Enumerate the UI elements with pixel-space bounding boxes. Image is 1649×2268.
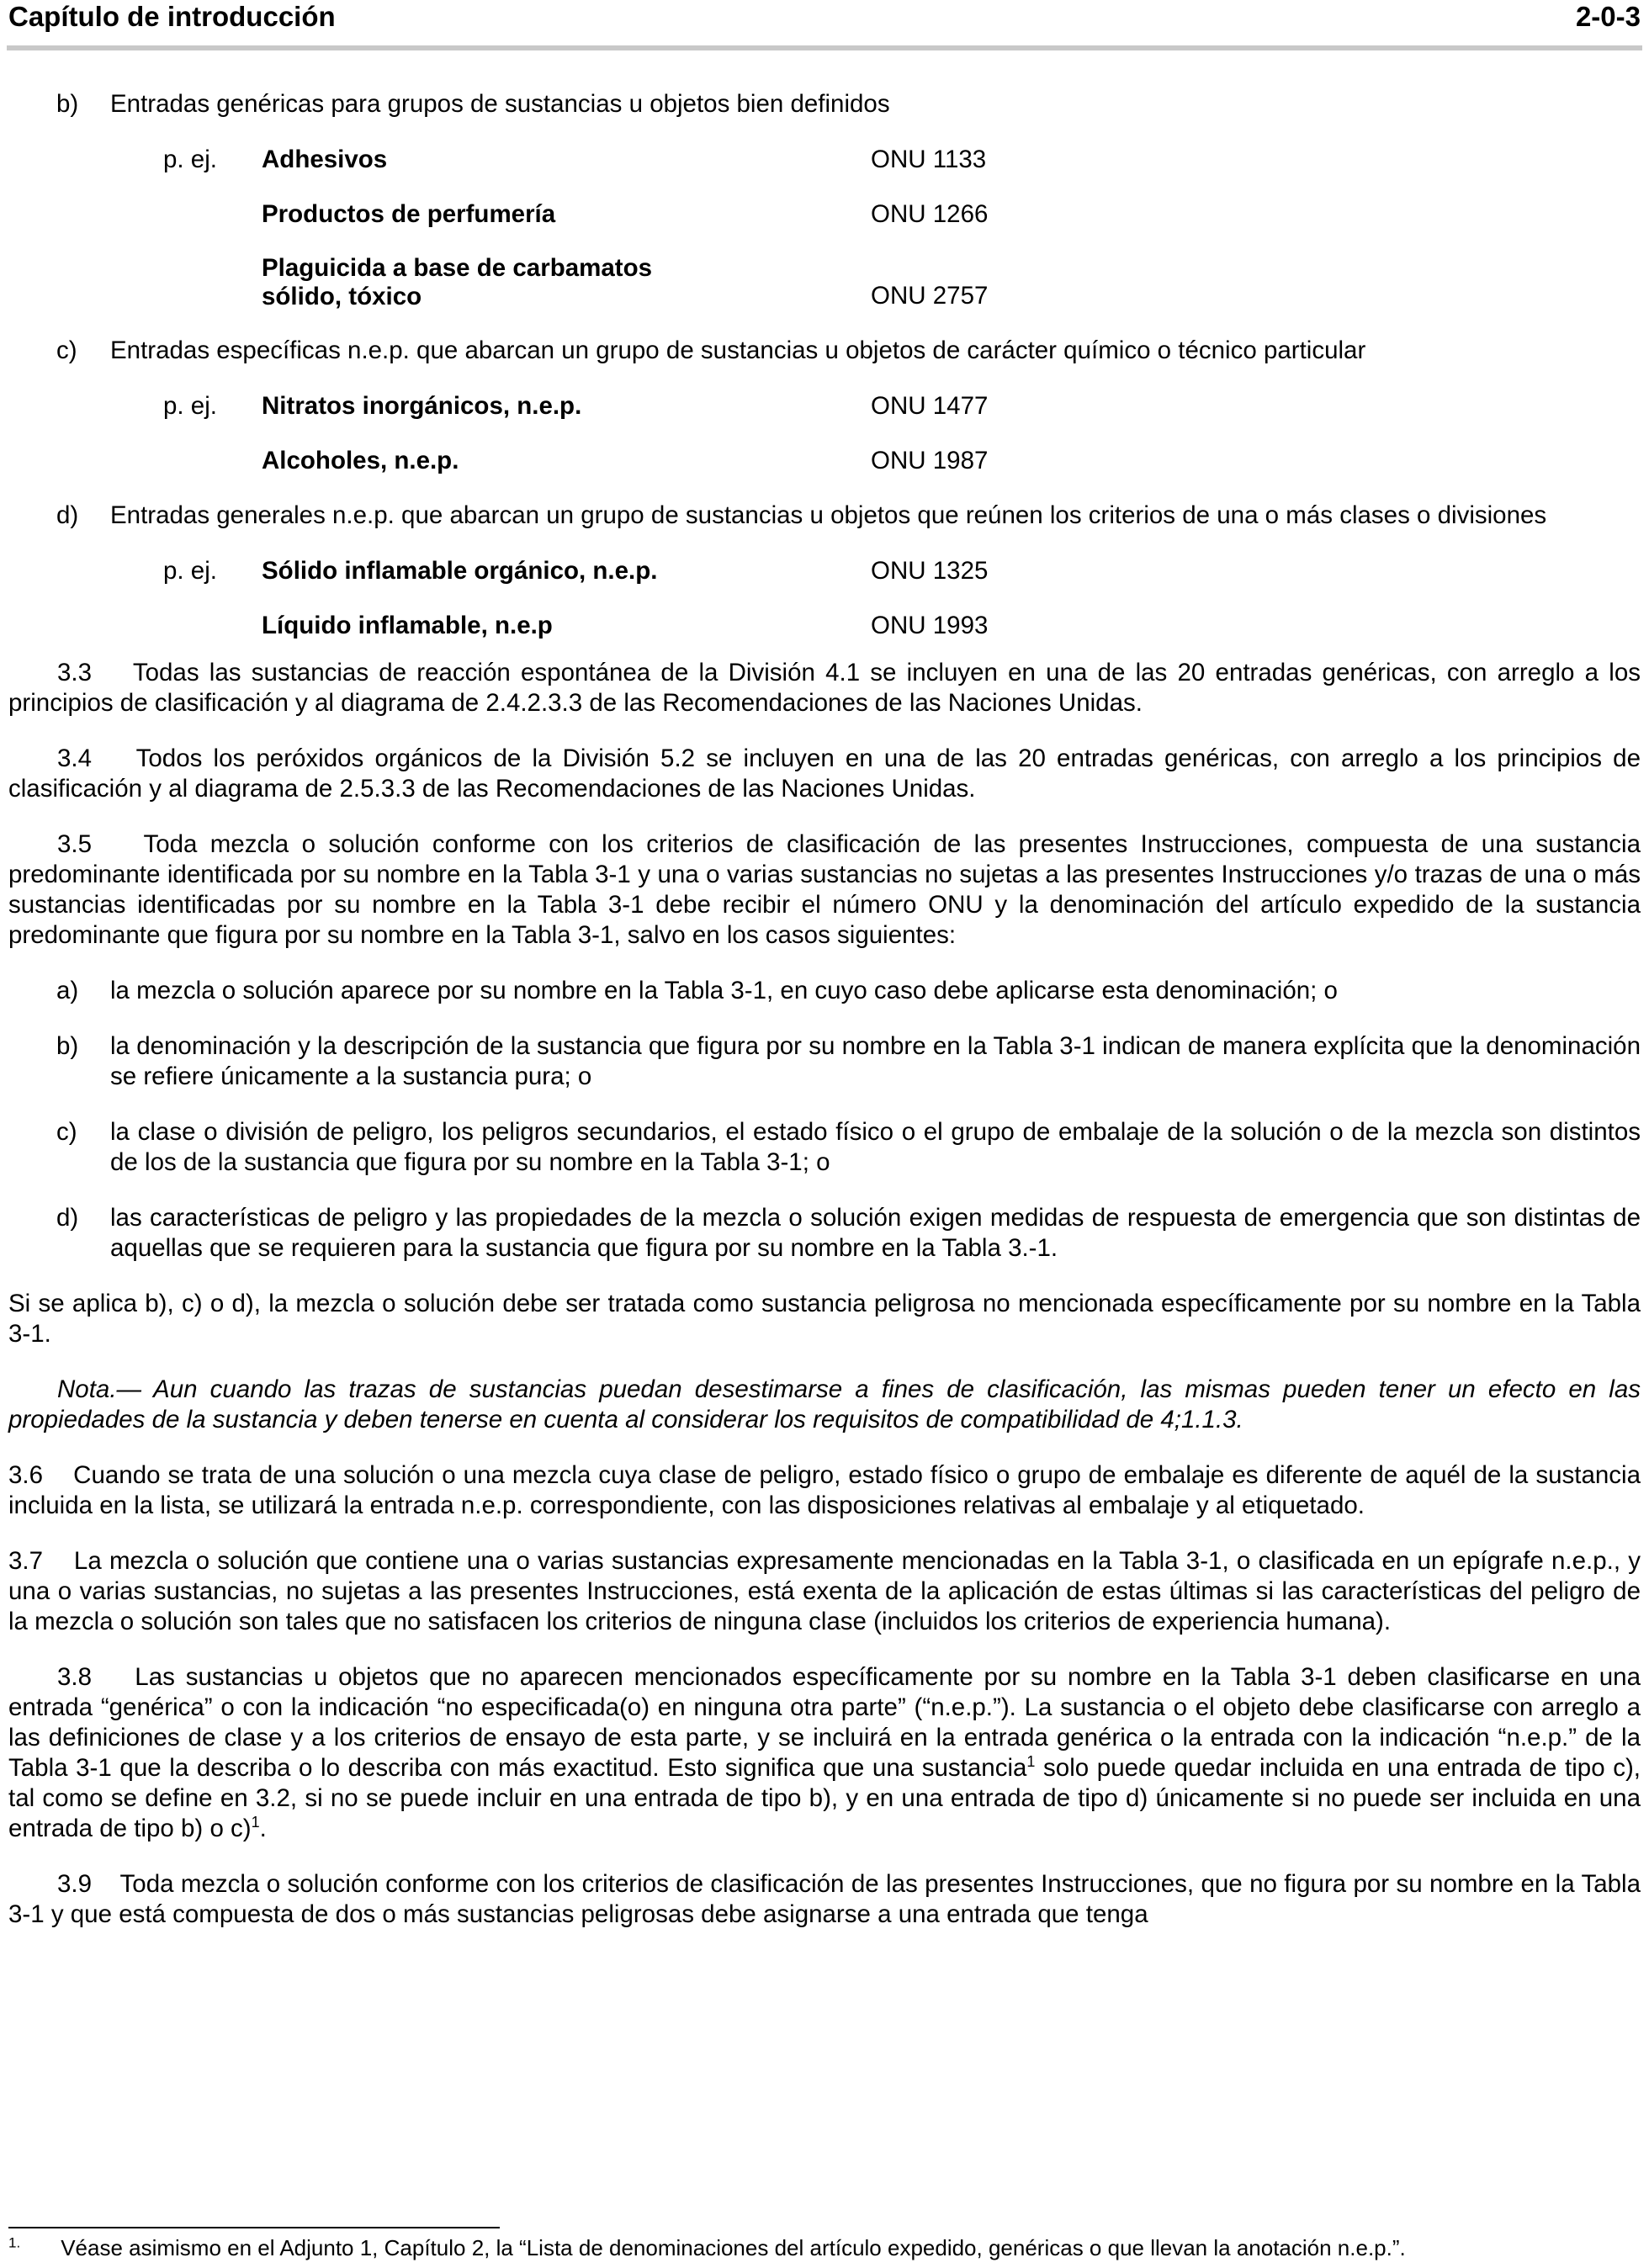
example-name: Líquido inflamable, n.e.p <box>262 612 553 639</box>
list-item-a <box>8 976 1641 1006</box>
page-number: 2-0-3 <box>1575 1 1641 32</box>
footnote-ref: 1 <box>1026 1753 1036 1771</box>
list-text: Entradas generales n.e.p. que abarcan un grupo de sustancias u objetos que reúnen los criterios de una o más clases o divisiones <box>110 501 1547 529</box>
example-prefix: p. ej. <box>163 557 217 585</box>
example-name: Productos de perfumería <box>262 200 556 228</box>
un-number: ONU 1993 <box>871 612 989 639</box>
list-label: c) <box>56 1118 77 1146</box>
example-row <box>8 145 1641 175</box>
header-rule <box>7 45 1642 50</box>
list-label: d) <box>56 1204 79 1232</box>
paragraph-3-6: 3.6 Cuando se trata de una solución o una mezcla cuya clase de peligro, estado físico o grupo de embalaje es diferente de aquél de la sustancia incluida en la lista, se utilizará la entrada n.e.p. correspondiente, con las disposiciones relativas al embalaje y al etiquetado. <box>8 1461 1641 1519</box>
footnote-mark: 1. <box>8 2234 21 2251</box>
list-item-d <box>8 1203 1641 1264</box>
list-label: c) <box>56 336 77 364</box>
example-row <box>8 391 1641 421</box>
example-name: Alcoholes, n.e.p. <box>262 447 459 474</box>
note-paragraph: Nota.— Aun cuando las trazas de sustancias puedan desestimarse a fines de clasificación, las mismas pueden tener un efecto en las propiedades de la sustancia y deben tenerse en cuenta al considerar los requisitos de compatibilidad de 4;1.1.3. <box>8 1375 1641 1433</box>
un-number: ONU 1266 <box>871 200 989 228</box>
paragraph-3-9: 3.9 Toda mezcla o solución conforme con los criterios de clasificación de las presentes Instrucciones, que no figura por su nombre en la Tabla 3-1 y que está compuesta de dos o más sustancias peligrosas debe asignarse a una entrada que tenga <box>8 1870 1641 1928</box>
footnote-rule <box>8 2227 500 2228</box>
example-name: Sólido inflamable orgánico, n.e.p. <box>262 557 658 585</box>
list-item-b <box>8 1031 1641 1092</box>
example-row <box>8 199 1641 230</box>
paragraph-3-4: 3.4 Todos los peróxidos orgánicos de la División 5.2 se incluyen en una de las 20 entradas genéricas, con arreglo a los principios de clasificación y al diagrama de 2.5.3.3 de las Recomendaciones de las Naciones Unidas. <box>8 745 1641 803</box>
page-header <box>8 0 1641 37</box>
example-prefix: p. ej. <box>163 392 217 420</box>
example-name-line2: sólido, tóxico <box>262 283 422 310</box>
list-text: la mezcla o solución aparece por su nombre en la Tabla 3-1, en cuyo caso debe aplicarse esta denominación; o <box>110 977 1338 1004</box>
list-text: Entradas genéricas para grupos de sustancias u objetos bien definidos <box>110 90 890 118</box>
example-row <box>8 556 1641 586</box>
paragraph-si: Si se aplica b), c) o d), la mezcla o solución debe ser tratada como sustancia peligrosa no mencionada específicamente por su nombre en la Tabla 3-1. <box>8 1290 1641 1348</box>
un-number: ONU 2757 <box>871 282 989 310</box>
list-text: Entradas específicas n.e.p. que abarcan un grupo de sustancias u objetos de carácter químico o técnico particular <box>110 336 1366 364</box>
example-prefix: p. ej. <box>163 146 217 173</box>
example-name <box>262 254 871 311</box>
chapter-title: Capítulo de introducción <box>8 1 336 32</box>
example-name: Nitratos inorgánicos, n.e.p. <box>262 392 582 420</box>
un-number: ONU 1325 <box>871 557 989 585</box>
un-number: ONU 1133 <box>871 146 987 173</box>
un-number: ONU 1477 <box>871 392 989 420</box>
paragraph-3-7: 3.7 La mezcla o solución que contiene una o varias sustancias expresamente mencionadas en la Tabla 3-1, o clasificada en un epígrafe n.e.p., y una o varias sustancias, no sujetas a las presentes Instrucciones, está exenta de la aplicación de estas últimas si las características del peligro de la mezcla o solución son tales que no satisfacen los criterios de ninguna clase (incluidos los criterios de experiencia humana). <box>8 1547 1641 1635</box>
list-item-c <box>8 336 1641 366</box>
list-text: la denominación y la descripción de la sustancia que figura por su nombre en la Tabla 3-1 indican de manera explícita que la denominación se refiere únicamente a la sustancia pura; o <box>110 1032 1641 1090</box>
list-label: b) <box>56 90 79 118</box>
list-label: d) <box>56 501 79 529</box>
paragraph-3-3: 3.3 Todas las sustancias de reacción espontánea de la División 4.1 se incluyen en una de las 20 entradas genéricas, con arreglo a los principios de clasificación y al diagrama de 2.4.2.3.3 de las Recomendaciones de las Naciones Unidas. <box>8 659 1641 717</box>
paragraph-text: 3.8 Las sustancias u objetos que no aparecen mencionados específicamente por su nombre en la Tabla 3-1 deben clasificarse en una entrada “genérica” o con la indicación “no especificada(o) en ninguna otra parte” (“n.e.p.”). La sustancia o el objeto debe clasificarse con arreglo a las definiciones de clase y a los criterios de ensayo de esta parte, y se incluirá en la entrada genérica o la entrada con la indicación “n.e.p.” de la Tabla 3-1 que la describa o lo describa con más exactitud. Esto significa que una sustancia <box>8 1663 1641 1782</box>
list-label: b) <box>56 1032 79 1060</box>
footnote <box>8 2234 1641 2261</box>
example-name-line1: Plaguicida a base de carbamatos <box>262 254 653 282</box>
footnote-text: Véase asimismo en el Adjunto 1, Capítulo 2, la “Lista de denominaciones del artículo expedido, genéricas o que llevan la anotación n.e.p.”. <box>61 2235 1406 2260</box>
list-text: las características de peligro y las propiedades de la mezcla o solución exigen medidas de respuesta de emergencia que son distintas de aquellas que se requieren para la sustancia que figura por su nombre en la Tabla 3.-1. <box>110 1204 1641 1262</box>
list-text: la clase o división de peligro, los peligros secundarios, el estado físico o el grupo de embalaje de la solución o de la mezcla son distintos de los de la sustancia que figura por su nombre en la Tabla 3-1; o <box>110 1118 1641 1176</box>
paragraph-3-5: 3.5 Toda mezcla o solución conforme con los criterios de clasificación de las presentes Instrucciones, compuesta de una sustancia predominante identificada por su nombre en la Tabla 3-1 y una o varias sustancias no sujetas a las presentes Instrucciones y/o trazas de una o más sustancias identificadas por su nombre en la Tabla 3-1 debe recibir el número ONU y la denominación del artículo expedido de la sustancia predominante que figura por su nombre en la Tabla 3-1, salvo en los casos siguientes: <box>8 830 1641 949</box>
example-row <box>8 446 1641 476</box>
example-row <box>8 611 1641 641</box>
un-number: ONU 1987 <box>871 447 989 474</box>
list-label: a) <box>56 977 79 1004</box>
paragraph-text: . <box>259 1815 267 1842</box>
paragraph-3-8 <box>8 1662 1641 1844</box>
body-text <box>8 89 1641 1955</box>
list-item-c <box>8 1117 1641 1178</box>
paragraph-text: solo puede quedar incluida en una entrada de tipo c), tal como se define en 3.2, si no se puede incluir en una entrada de tipo b), y en una entrada de tipo d) únicamente si no puede ser incluida en una entrada de tipo b) o c) <box>8 1754 1641 1842</box>
example-row <box>8 254 1641 311</box>
list-item-d <box>8 501 1641 531</box>
example-name: Adhesivos <box>262 146 388 173</box>
footnote-ref: 1 <box>251 1814 260 1831</box>
list-item-b <box>8 89 1641 119</box>
